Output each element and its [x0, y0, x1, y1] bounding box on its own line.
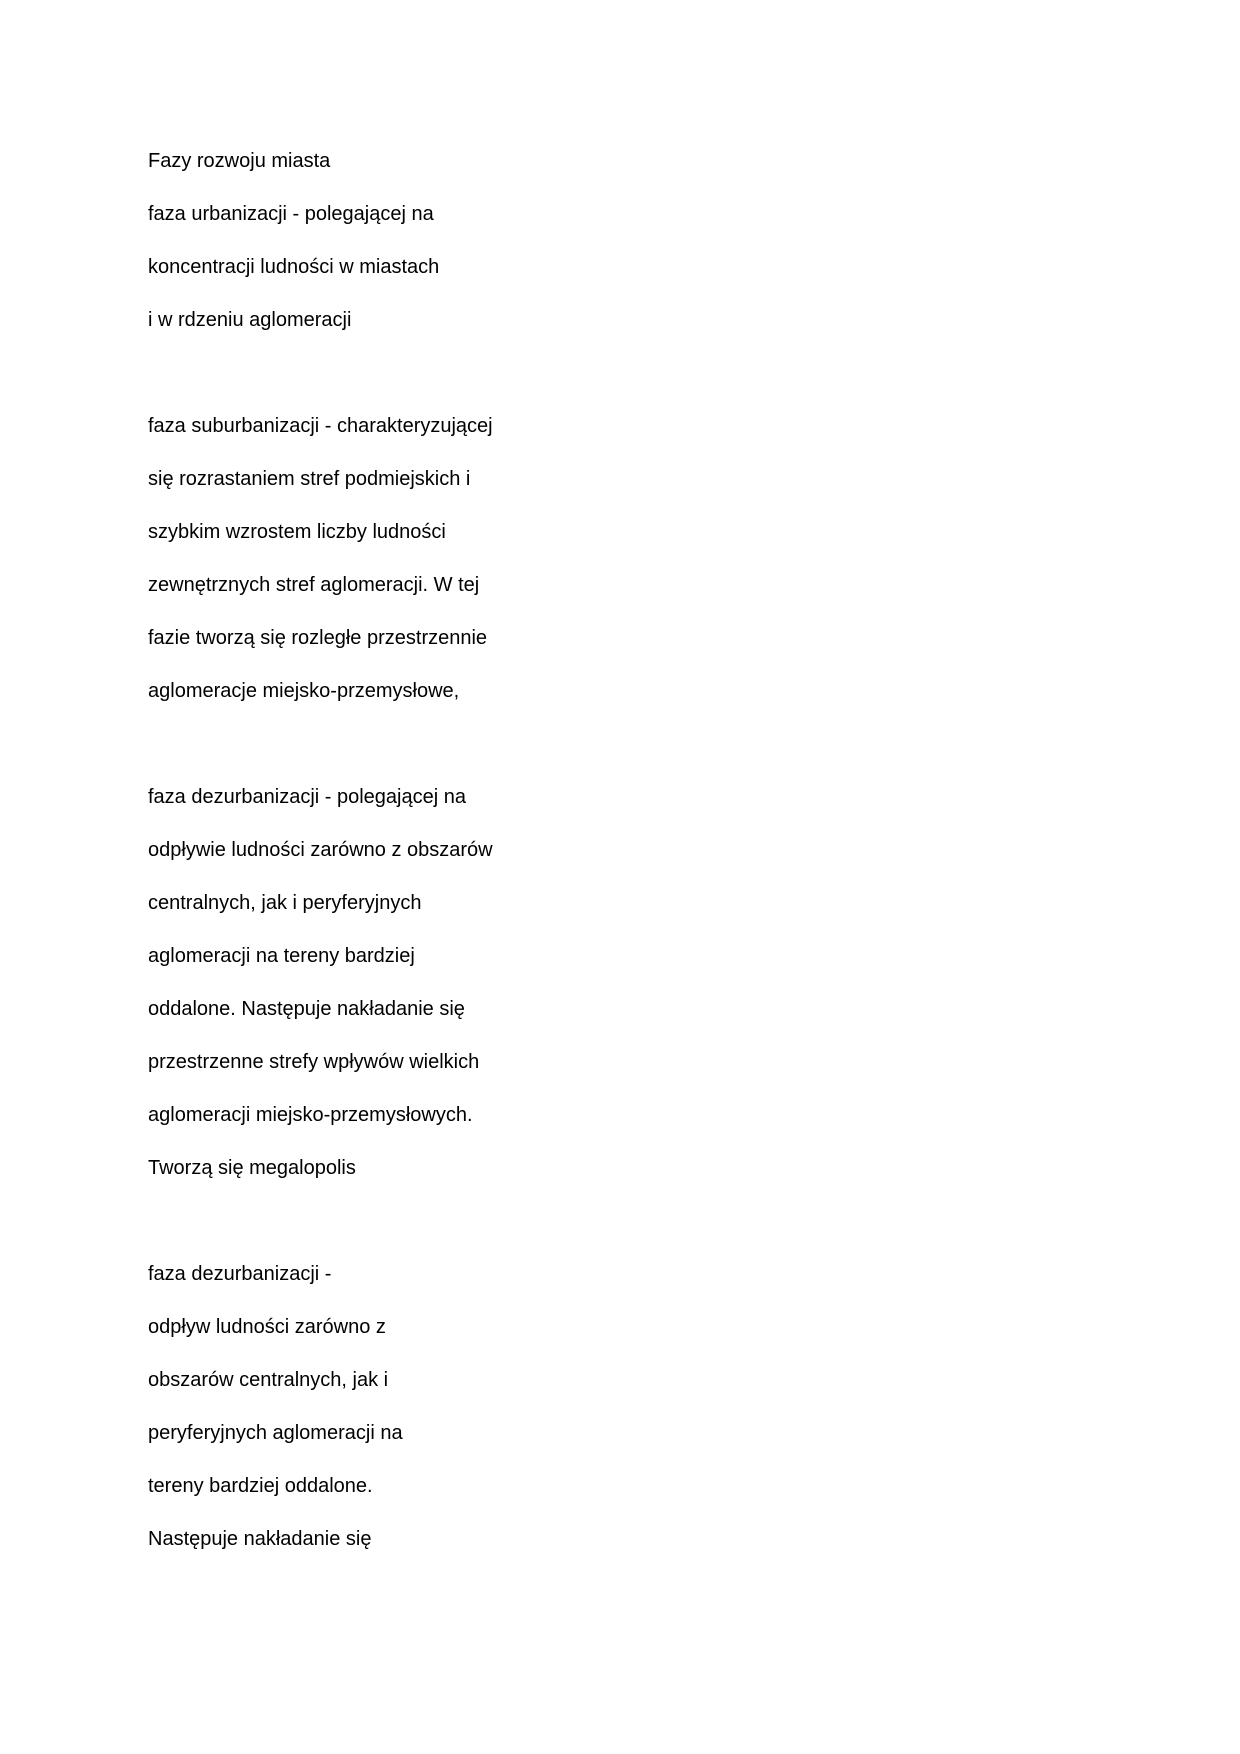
text-line: faza dezurbanizacji -	[148, 1263, 332, 1285]
section-dezurbanizacja	[148, 777, 948, 1201]
text-line: fazie tworzą się rozległe przestrzennie	[148, 627, 488, 649]
text-line: Następuje nakładanie się	[148, 1528, 372, 1550]
text-line: faza dezurbanizacji - polegającej na	[148, 786, 466, 808]
text-line: obszarów centralnych, jak i	[148, 1369, 389, 1391]
text-line: się rozrastaniem stref podmiejskich i	[148, 468, 471, 490]
text-line: szybkim wzrostem liczby ludności	[148, 521, 446, 543]
text-line: koncentracji ludności w miastach	[148, 256, 440, 278]
section-suburbanizacja	[148, 406, 948, 724]
text-line: przestrzenne strefy wpływów wielkich	[148, 1051, 480, 1073]
text-line: oddalone. Następuje nakładanie się	[148, 998, 465, 1020]
paragraph-spacer	[148, 1201, 948, 1254]
text-line: centralnych, jak i peryferyjnych	[148, 892, 422, 914]
text-line: tereny bardziej oddalone.	[148, 1475, 373, 1497]
text-line: aglomeracje miejsko-przemysłowe,	[148, 680, 460, 702]
text-line: aglomeracji miejsko-przemysłowych.	[148, 1104, 473, 1126]
document-body	[148, 141, 948, 1572]
text-line: odpływ ludności zarówno z	[148, 1316, 386, 1338]
text-line: Tworzą się megalopolis	[148, 1157, 356, 1179]
text-line: peryferyjnych aglomeracji na	[148, 1422, 403, 1444]
text-line: zewnętrznych stref aglomeracji. W tej	[148, 574, 480, 596]
section-dezurbanizacja-2	[148, 1254, 948, 1572]
section-urbanizacja	[148, 194, 948, 353]
paragraph-spacer	[148, 724, 948, 777]
text-line: aglomeracji na tereny bardziej	[148, 945, 415, 967]
text-line: i w rdzeniu aglomeracji	[148, 309, 352, 331]
text-line: faza suburbanizacji - charakteryzującej	[148, 415, 493, 437]
document-title: Fazy rozwoju miasta	[148, 150, 331, 172]
text-line: odpływie ludności zarówno z obszarów	[148, 839, 493, 861]
text-line: faza urbanizacji - polegającej na	[148, 203, 434, 225]
paragraph-spacer	[148, 353, 948, 406]
